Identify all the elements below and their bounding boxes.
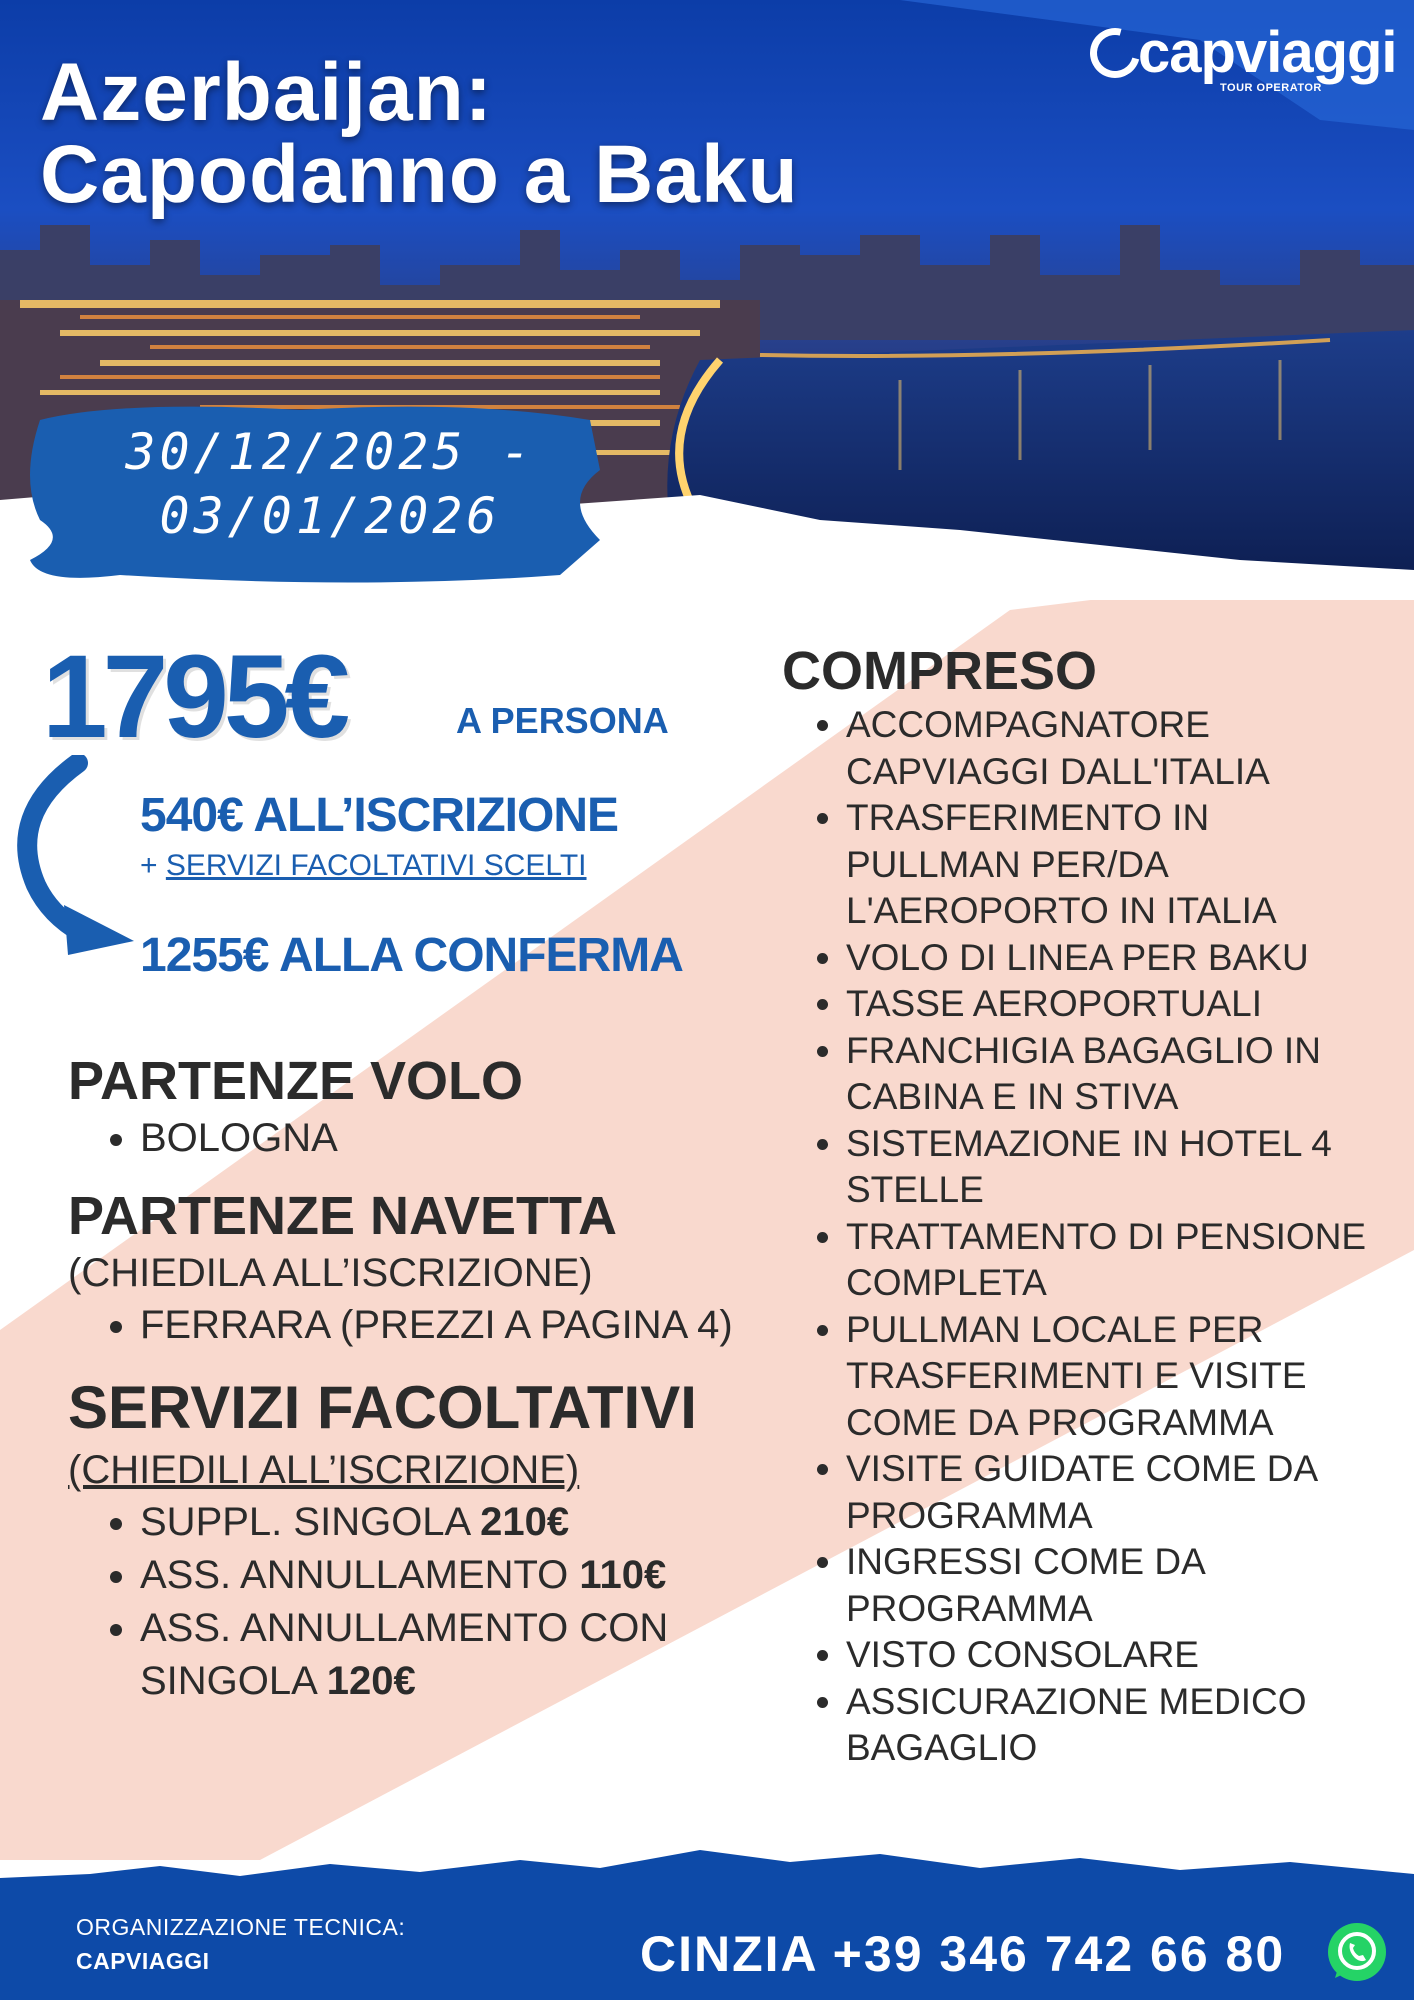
included-services xyxy=(782,640,1382,1772)
balance-amount: 1255€ ALLA CONFERMA xyxy=(140,929,683,982)
list-item: • PULLMAN LOCALE PER TRASFERIMENTI E VISITE COME DA PROGRAMMA xyxy=(846,1307,1382,1447)
hero-banner xyxy=(0,0,1414,600)
optional-services-heading: SERVIZI FACOLTATIVI xyxy=(68,1374,697,1441)
included-heading: COMPRESO xyxy=(782,641,1098,701)
title-line-1: Azerbaijan: xyxy=(40,47,493,138)
page-title xyxy=(40,47,799,220)
flight-departures-list xyxy=(68,1112,748,1165)
list-item: • VISITE GUIDATE COME DA PROGRAMMA xyxy=(846,1446,1382,1539)
list-item: • TRATTAMENTO DI PENSIONE COMPLETA xyxy=(846,1214,1382,1307)
service-label: ASS. ANNULLAMENTO CON SINGOLA xyxy=(140,1606,669,1703)
included-list xyxy=(782,702,1382,1772)
list-item: • BOLOGNA xyxy=(140,1112,748,1165)
logo-wordmark: capviaggi xyxy=(1138,20,1397,85)
optional-services-note: (CHIEDILI ALL’ISCRIZIONE) xyxy=(68,1448,580,1492)
travel-dates xyxy=(90,420,570,548)
list-item: • INGRESSI COME DA PROGRAMMA xyxy=(846,1539,1382,1632)
deposit-extra xyxy=(140,849,587,883)
date-end: 03/01/2026 xyxy=(159,487,501,545)
list-item: • VISTO CONSOLARE xyxy=(846,1632,1382,1679)
price-unit: A PERSONA xyxy=(456,700,669,741)
flight-departures-heading: PARTENZE VOLO xyxy=(68,1051,524,1111)
price-total: 1795€ xyxy=(42,631,346,763)
service-label: SUPPL. SINGOLA xyxy=(140,1500,481,1544)
list-item: • ASSICURAZIONE MEDICO BAGAGLIO xyxy=(846,1679,1382,1772)
service-price: 110€ xyxy=(579,1553,667,1597)
list-item: • TASSE AEROPORTUALI xyxy=(846,981,1382,1028)
list-item: • TRASFERIMENTO IN PULLMAN PER/DA L'AEROPORTO IN ITALIA xyxy=(846,795,1382,935)
list-item: • FRANCHIGIA BAGAGLIO IN CABINA E IN STIVA xyxy=(846,1028,1382,1121)
capviaggi-logo xyxy=(1090,20,1397,102)
curved-arrow-icon xyxy=(16,755,146,955)
logo-subtitle: TOUR OPERATOR xyxy=(1220,82,1322,94)
list-item: • ACCOMPAGNATORE CAPVIAGGI DALL'ITALIA xyxy=(846,702,1382,795)
date-start: 30/12/2025 - xyxy=(125,423,535,481)
list-item xyxy=(140,1549,748,1602)
shuttle-note: (CHIEDILA ALL’ISCRIZIONE) xyxy=(68,1251,593,1295)
list-item: • FERRARA (PREZZI A PAGINA 4) xyxy=(140,1299,748,1352)
organization-label: ORGANIZZAZIONE TECNICA: xyxy=(76,1914,406,1940)
shuttle-departures-list xyxy=(68,1299,748,1352)
deposit-extra-prefix: + xyxy=(140,849,166,882)
service-price: 210€ xyxy=(480,1500,570,1544)
list-item xyxy=(140,1602,748,1708)
shuttle-departures-heading: PARTENZE NAVETTA xyxy=(68,1186,617,1246)
service-label: ASS. ANNULLAMENTO xyxy=(140,1553,580,1597)
list-item: • VOLO DI LINEA PER BAKU xyxy=(846,935,1382,982)
list-item xyxy=(140,1496,748,1549)
organization-name: CAPVIAGGI xyxy=(76,1948,210,1974)
departures-and-optionals xyxy=(68,1050,748,1708)
list-item: • SISTEMAZIONE IN HOTEL 4 STELLE xyxy=(846,1121,1382,1214)
contact-phone[interactable]: CINZIA +39 346 742 66 80 xyxy=(640,1926,1286,1982)
optional-services-link[interactable]: SERVIZI FACOLTATIVI SCELTI xyxy=(165,849,587,882)
service-price: 120€ xyxy=(326,1659,416,1703)
title-line-2: Capodanno a Baku xyxy=(40,129,799,220)
deposit-amount: 540€ ALL’ISCRIZIONE xyxy=(140,789,619,842)
whatsapp-icon[interactable] xyxy=(1326,1921,1388,1983)
optional-services-list xyxy=(68,1496,748,1708)
